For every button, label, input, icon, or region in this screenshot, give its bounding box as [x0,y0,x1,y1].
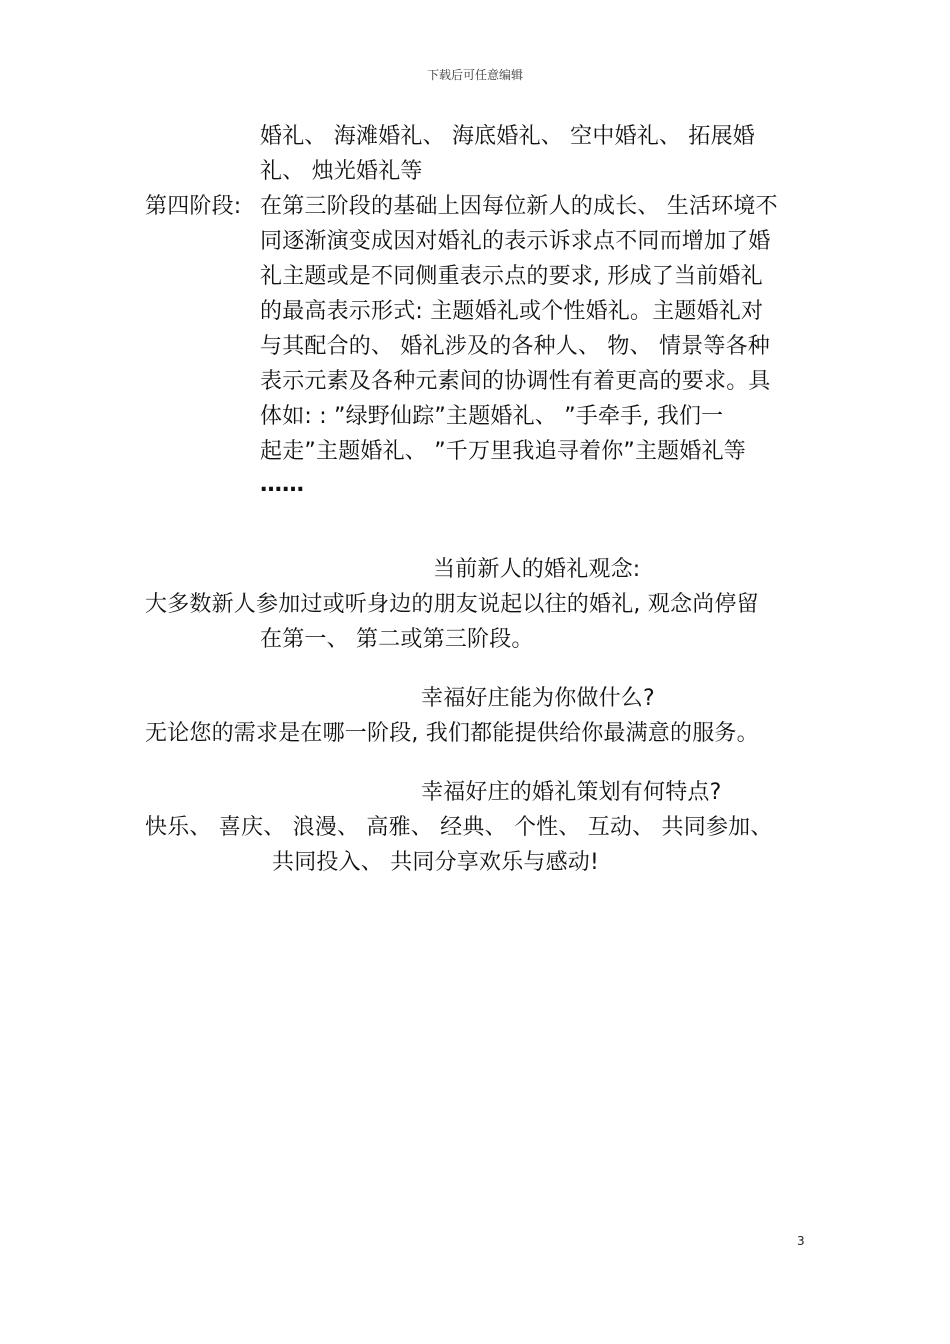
what-text: 无论您的需求是在哪一阶段, 我们都能提供给你最满意的服务。 [145,721,759,746]
page-header-note: 下载后可任意编辑 [426,68,523,82]
concept-heading: 当前新人的婚礼观念: [433,557,641,582]
stage4-line-8: 起走”主题婚礼、 ”千万里我追寻着你”主题婚礼等 [260,439,746,464]
concept-line-1: 大多数新人参加过或听身边的朋友说起以往的婚礼, 观念尚停留 [145,592,759,617]
concept-line-2: 在第一、 第二或第三阶段。 [260,627,534,652]
stage4-line-2: 同逐渐演变成因对婚礼的表示诉求点不同而增加了婚 [260,229,771,254]
stage4-line-3: 礼主题或是不同侧重表示点的要求, 形成了当前婚礼 [260,264,763,289]
stage4-line-7: 体如: : ”绿野仙踪”主题婚礼、 ”手牵手, 我们一 [260,404,724,429]
stage4-line-4: 的最高表示形式: 主题婚礼或个性婚礼。主题婚礼对 [260,299,764,324]
stage4-line-1: 在第三阶段的基础上因每位新人的成长、 生活环境不 [260,194,778,219]
stage4-line-5: 与其配合的、 婚礼涉及的各种人、 物、 情景等各种 [260,334,770,359]
stage4-label: 第四阶段: [145,194,242,219]
stage4-line-6: 表示元素及各种元素间的协调性有着更高的要求。具 [260,369,771,394]
features-line-1: 快乐、 喜庆、 浪漫、 高雅、 经典、 个性、 互动、 共同参加、 [145,815,773,840]
stage3-tail-line-2: 礼、 烛光婚礼等 [260,159,423,184]
features-line-2: 共同投入、 共同分享欢乐与感动! [272,850,600,875]
features-heading: 幸福好庄的婚礼策划有何特点? [421,780,722,805]
what-heading: 幸福好庄能为你做什么? [421,686,655,711]
page-number: 3 [797,1234,805,1248]
stage4-ellipsis: …… [260,472,304,497]
stage3-tail-line-1: 婚礼、 海滩婚礼、 海底婚礼、 空中婚礼、 拓展婚 [260,124,755,149]
